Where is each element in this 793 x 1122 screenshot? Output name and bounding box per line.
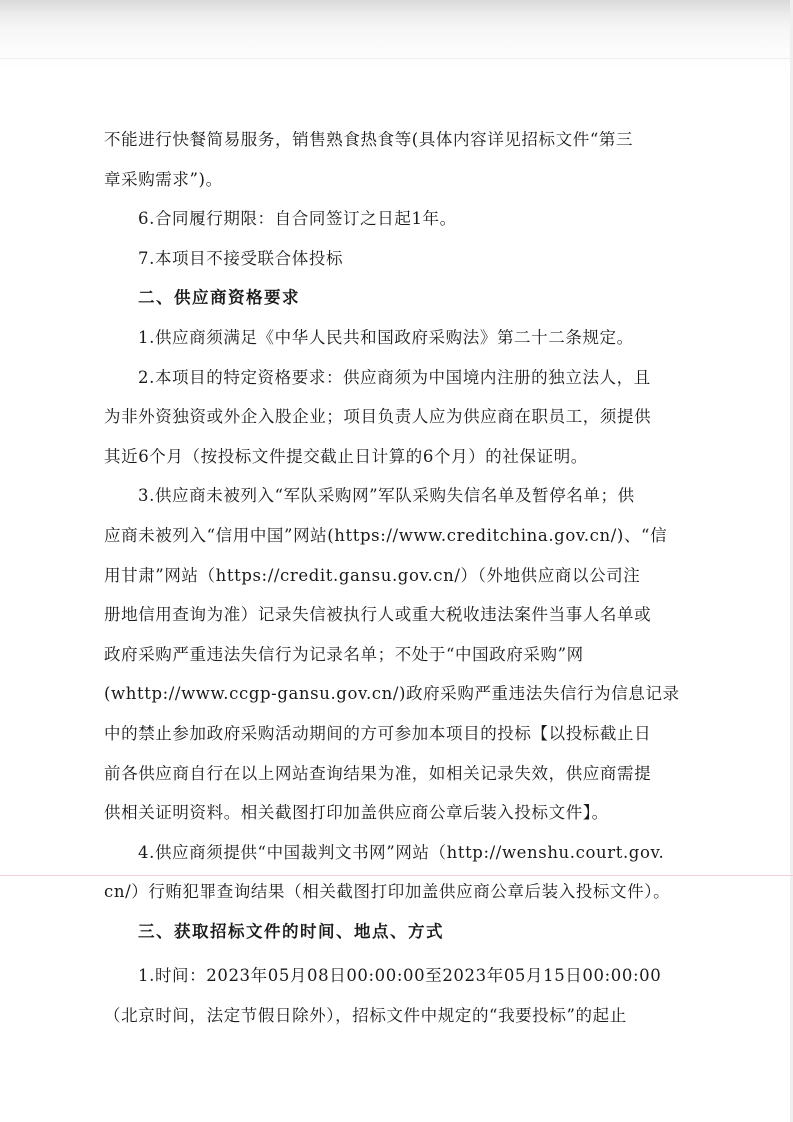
scan-shadow-top [0,0,793,70]
text-line: 6.合同履行期限：自合同签订之日起1年。 [138,209,457,229]
text-line: 3.供应商未被列入“军队采购网”军队采购失信名单及暂停名单；供 [138,486,635,506]
text-line: 为非外资独资或外企入股企业；项目负责人应为供应商在职员工，须提供 [104,407,652,427]
paragraph [104,318,710,358]
text-line: 用甘肃”网站（https://credit.gansu.gov.cn/）（外地供应商以公司注 [104,565,641,585]
text-line: 册地信用查询为准）记录失信被执行人或重大税收违法案件当事人名单或 [104,605,652,625]
heading-text: 二、供应商资格要求 [138,288,300,308]
paragraph [104,120,710,199]
text-line: cn/）行贿犯罪查询结果（相关截图打印加盖供应商公章后装入投标文件）。 [104,882,671,902]
text-line: （北京时间，法定节假日除外），招标文件中规定的“我要投标”的起止 [104,1006,627,1026]
scan-artifact-line [0,58,793,59]
document-body [104,120,710,1036]
heading-text: 三、获取招标文件的时间、地点、方式 [138,921,444,941]
scan-artifact-line [0,9,793,10]
text-line: 4.供应商须提供“中国裁判文书网”网站（http://wenshu.court.gov. [138,842,665,862]
text-line: 章采购需求”)。 [104,169,223,189]
paragraph [104,476,710,832]
text-line: (whttp://www.ccgp-gansu.gov.cn/)政府采购严重违法失信行为信息记录 [104,684,680,704]
text-line: 7.本项目不接受联合体投标 [138,248,344,268]
text-line: 不能进行快餐简易服务，销售熟食热食等(具体内容详见招标文件“第三 [104,130,634,149]
text-line: 供相关证明资料。相关截图打印加盖供应商公章后装入投标文件】。 [104,803,609,823]
text-line: 1.供应商须满足《中华人民共和国政府采购法》第二十二条规定。 [138,327,634,347]
text-line: 中的禁止参加政府采购活动期间的方可参加本项目的投标【以投标截止日 [104,723,652,743]
paragraph [104,833,710,912]
text-line: 2.本项目的特定资格要求：供应商须为中国境内注册的独立法人，且 [138,367,651,387]
text-line: 1.时间：2023年05月08日00:00:00至2023年05月15日00:00:00 [138,966,662,986]
text-line: 其近6个月（按投标文件提交截止日计算的6个月）的社保证明。 [104,446,588,466]
text-line: 政府采购严重违法失信行为记录名单；不处于“中国政府采购”网 [104,644,584,664]
paragraph [104,358,710,477]
text-line: 应商未被列入“信用中国”网站(https://www.creditchina.gov.cn/)、“信 [104,525,668,545]
section-heading [104,912,710,952]
paragraph [104,199,710,239]
text-line: 前各供应商自行在以上网站查询结果为准，如相关记录失效，供应商需提 [104,763,652,783]
paragraph [104,956,710,1035]
paragraph [104,239,710,279]
section-heading [104,278,710,318]
